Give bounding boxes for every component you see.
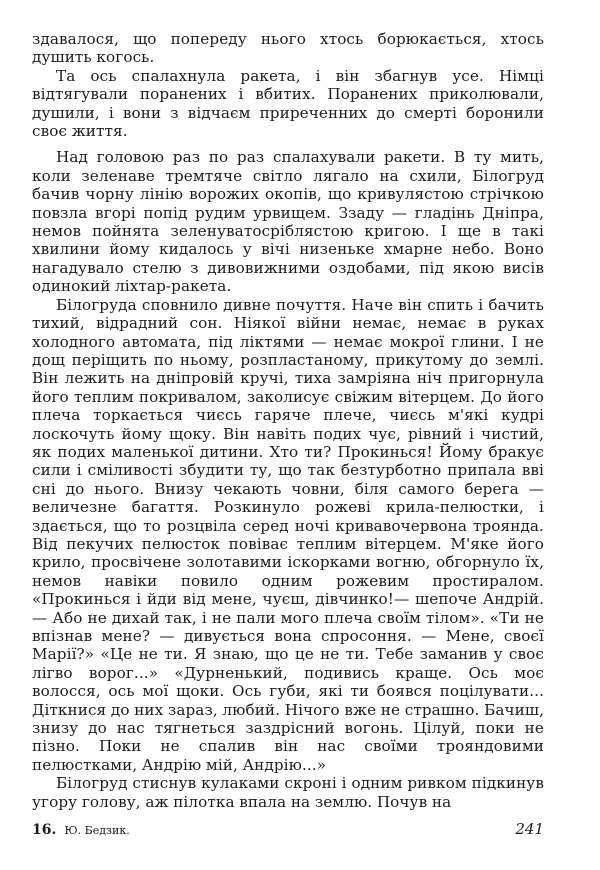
signature-source: Ю. Бедзик. — [64, 824, 130, 837]
paragraph-gap — [32, 140, 544, 148]
paragraph-3: Над головою раз по раз спалахували ракети. В ту мить, коли зеленаве тремтяче світло лягало на схили, Білогруд бачив чорну лінію ворожих окопів, що кривулястою стрічкою повзла вгорі попід рудим урвищем. Ззаду — гладінь Дніпра, немов пойнята зеленуватосріблястою кригою. І ще в такі хвилини йому кидалось у вічі низеньке хмарне небо. Воно нагадувало стелю з дивовижними оздобами, під якою висів одинокий ліхтар-ракета. — [32, 148, 544, 296]
paragraph-4: Білогруда сповнило дивне почуття. Наче він спить і бачить тихий, відрадний сон. Ніякої війни немає, немає в руках холодного автомата, під ліктями — немає мокрої глини. І не дощ періщить по ньому, розпластаному, прикутому до землі. Він лежить на дніпровій кручі, тиха замріяна ніч пригорнула його теплим покривалом, заколисує свіжим вітерцем. До його плеча торкається чиєсь гаряче плече, чиєсь м'які кудрі лоскочуть йому щоку. Він навіть подих чує, рівний і чистий, як подих маленької дитини. Хто ти? Прокинься! Йому бракує сили і сміливості збудити ту, що так безтурботно припала вві сні до нього. Внизу чекають човни, біля самого берега — величезне багаття. Розкинуло рожеві крила-пелюстки, і здається, що то розцвіла серед ночі кривавочервона троянда. Від пекучих пелюсток повіває теплим вітерцем. М'яке його крило, просвічене золотавими іскорками вогню, обгорнуло їх, немов навіки повило одним рожевим простиралом. «Прокинься і йди від мене, чуєш, дівчинко!— шепоче Андрій.— Або не дихай так, і не пали мого плеча своїм тілом». «Ти не впізнав мене? — дивується вона спросоння. — Мене, своєї Марії?» «Це не ти. Я знаю, що це не ти. Тебе заманив у своє лігво ворог...» «Дурненький, подивись краще. Ось моє волосся, ось мої щоки. Ось губи, які ти боявся поцілувати... Діткнися до них зараз, любий. Нічого вже не страшно. Бачиш, знизу до нас тягнеться заздрісний вогонь. Цілуй, поки не пізно. Поки не спалив він нас своїми трояндовими пелюстками, Андрію мій, Андрію...» — [32, 295, 544, 774]
paragraph-1: здавалося, що попереду нього хтось борюкається, хтось душить когось. — [32, 30, 544, 67]
page-footer — [32, 818, 544, 842]
page-number: 241 — [515, 820, 544, 838]
signature-number: 16. — [32, 822, 57, 838]
paragraph-5: Білогруд стиснув кулаками скроні і одним ривком підкинув угору голову, аж пілотка впала на землю. Почув на — [32, 774, 544, 811]
page-body — [32, 30, 544, 838]
paragraph-2: Та ось спалахнула ракета, і він збагнув усе. Німці відтягували поранених і вбитих. Поранених приколювали, душили, і вони з відчаєм приреченних до смерті боронили своє життя. — [32, 66, 544, 141]
printer-signature — [32, 822, 130, 838]
